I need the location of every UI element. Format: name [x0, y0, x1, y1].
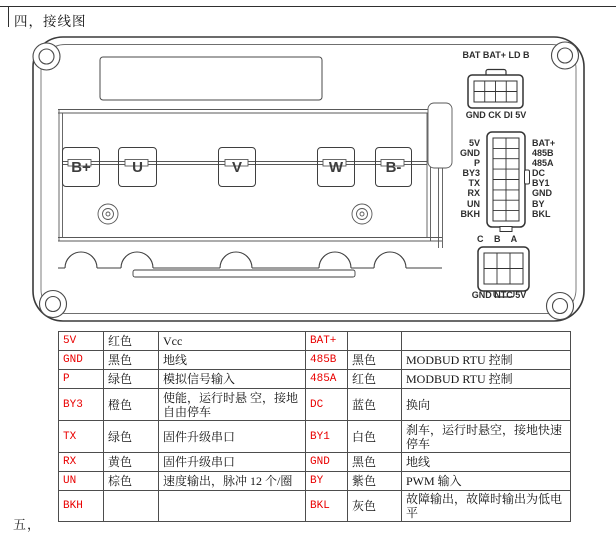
wire-color-cell: 黑色	[348, 453, 402, 472]
function-cell: MODBUD RTU 控制	[402, 370, 571, 389]
pin-name-cell: DC	[306, 389, 348, 421]
terminal-u: U	[118, 147, 157, 187]
page-left-border	[8, 6, 9, 27]
pin-name-cell: 5V	[59, 332, 104, 351]
connector-mid-left-pin-labels	[436, 138, 480, 219]
next-section-title-clipped: 五，	[13, 517, 42, 532]
wire-color-cell: 绿色	[104, 421, 159, 453]
wire-color-cell: 绿色	[104, 370, 159, 389]
function-cell: 速度输出，脉冲 12 个/圈	[159, 472, 306, 491]
function-cell: 模拟信号输入	[159, 370, 306, 389]
pin-name-cell: GND	[306, 453, 348, 472]
terminal-v: V	[218, 147, 256, 187]
wire-color-cell: 紫色	[348, 472, 402, 491]
wire-color-cell: 棕色	[104, 472, 159, 491]
wire-color-cell: 橙色	[104, 389, 159, 421]
pin-name-cell: BY	[306, 472, 348, 491]
table-row	[59, 332, 571, 351]
function-cell: 固件升级串口	[159, 453, 306, 472]
pin-name-cell: P	[59, 370, 104, 389]
table-row	[59, 351, 571, 370]
function-cell: 故障输出，故障时输出为低电平	[402, 491, 571, 522]
terminal-b-minus: B-	[375, 147, 412, 187]
connector-mid-right-pin-labels	[532, 138, 578, 219]
pin-name-cell: 485B	[306, 351, 348, 370]
wire-color-cell: 灰色	[348, 491, 402, 522]
connector-bottom-label-upper: C B A	[477, 234, 522, 244]
function-cell: 刹车，运行时悬空，接地快速停车	[402, 421, 571, 453]
wire-color-cell	[348, 332, 402, 351]
terminal-w: W	[317, 147, 355, 187]
pin-label: TX	[468, 178, 480, 189]
table-row	[59, 370, 571, 389]
table-row	[59, 491, 571, 522]
connector-mid-16pin	[487, 132, 530, 232]
pin-label: RX	[467, 188, 480, 199]
function-cell: PWM 输入	[402, 472, 571, 491]
function-cell: 固件升级串口	[159, 421, 306, 453]
pin-name-cell: GND	[59, 351, 104, 370]
function-cell: Vcc	[159, 332, 306, 351]
connector-top-label-upper: BAT BAT+ LD B	[462, 50, 530, 60]
function-cell	[159, 491, 306, 522]
connector-top-label-lower: GND CK DI 5V	[465, 110, 527, 120]
pin-label: 485B	[532, 148, 554, 159]
pin-name-cell: RX	[59, 453, 104, 472]
wire-color-cell: 红色	[104, 332, 159, 351]
wire-color-cell: 白色	[348, 421, 402, 453]
pin-label: P	[473, 158, 480, 169]
pin-label: BY1	[532, 178, 550, 189]
function-cell: 换向	[402, 389, 571, 421]
pin-name-cell: BKL	[306, 491, 348, 522]
table-row	[59, 389, 571, 421]
pin-name-cell: BY1	[306, 421, 348, 453]
page-top-border	[0, 6, 616, 7]
pin-name-cell: BKH	[59, 491, 104, 522]
pin-label: GND	[532, 188, 552, 199]
pin-label: UN	[467, 198, 480, 209]
controller-drawing	[28, 30, 588, 326]
pin-label: DC	[532, 168, 545, 179]
wire-color-cell	[104, 491, 159, 522]
connector-top-8pin	[468, 70, 523, 109]
pin-label: BKL	[532, 208, 551, 219]
clamp-bar	[133, 270, 355, 277]
pin-label: BY3	[462, 168, 480, 179]
wire-color-cell: 蓝色	[348, 389, 402, 421]
wire-color-cell: 黑色	[348, 351, 402, 370]
pin-label: BAT+	[532, 138, 556, 148]
section-title: 四，接线图	[14, 14, 87, 29]
function-cell: 地线	[402, 453, 571, 472]
pin-label: 5V	[468, 138, 480, 148]
function-cell: 使能，运行时悬 空，接地自由停车	[159, 389, 306, 421]
pin-name-cell: TX	[59, 421, 104, 453]
wire-color-cell: 红色	[348, 370, 402, 389]
pin-name-cell: UN	[59, 472, 104, 491]
pin-name-cell: BAT+	[306, 332, 348, 351]
pin-label: BY	[532, 198, 545, 209]
pin-label: BKH	[460, 208, 480, 219]
function-cell	[402, 332, 571, 351]
pin-name-cell: BY3	[59, 389, 104, 421]
pin-function-table	[58, 331, 571, 522]
function-cell: 地线	[159, 351, 306, 370]
wire-color-cell: 黄色	[104, 453, 159, 472]
table-row	[59, 421, 571, 453]
pin-label: 485A	[532, 158, 554, 169]
function-cell: MODBUD RTU 控制	[402, 351, 571, 370]
pin-label: GND	[460, 148, 480, 159]
terminal-b-plus: B+	[62, 147, 100, 187]
table-row	[59, 472, 571, 491]
table-row	[59, 453, 571, 472]
wire-color-cell: 黑色	[104, 351, 159, 370]
pin-name-cell: 485A	[306, 370, 348, 389]
connector-bottom-label-lower: GND NTC 5V	[471, 290, 527, 300]
